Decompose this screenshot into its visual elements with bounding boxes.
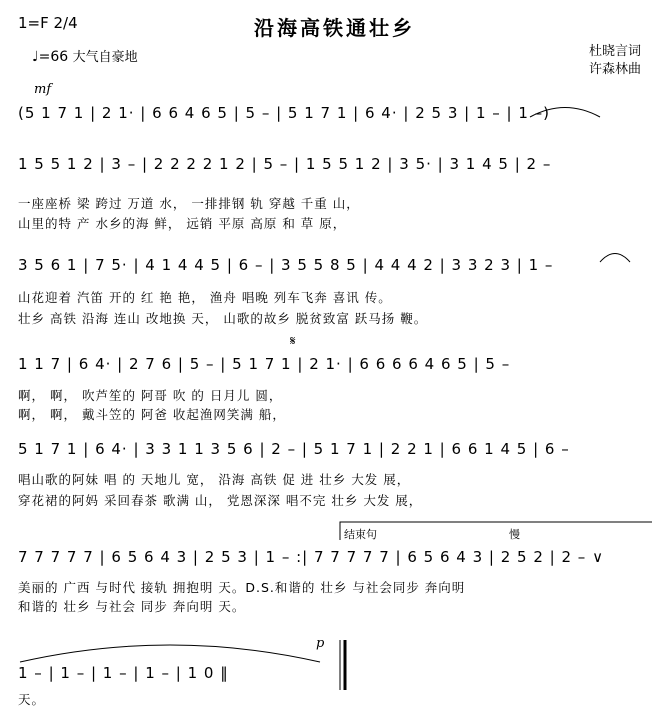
lyric-row-4-verse-1: 啊， 啊， 吹芦笙的 阿哥 吹 的 日月儿 圆， — [18, 388, 283, 403]
song-title: 沿海高铁通壮乡 — [254, 16, 415, 40]
lyric-row-3-verse-1: 山花迎着 汽笛 开的 红 艳 艳， 渔舟 唱晚 列车飞奔 喜讯 传。 — [18, 290, 392, 305]
dynamic-p: p — [316, 636, 325, 651]
lyric-row-2-verse-2: 山里的特 产 水乡的海 鲜， 远销 平原 高原 和 草 原， — [18, 216, 347, 231]
key-signature: 1=F 2/4 — [18, 14, 78, 32]
lyric-row-4-verse-2: 啊， 啊， 戴斗笠的 阿爸 收起渔网笑满 船， — [18, 407, 286, 422]
tempo-value: ♩=66 — [32, 49, 69, 65]
notation-row-3: 3 5 6 1 | 7 5· | 4 1 4 4 5 | 6 – | 3 5 5 8 5 | 4 4 4 2 | 3 3 2 3 | 1 – — [18, 256, 554, 274]
notation-row-5: 5 1 7 1 | 6 4· | 3 3 1 1 3 5 6 | 2 – | 5 1 7 1 | 2 2 1 | 6 6 1 4 5 | 6 – — [18, 440, 570, 458]
notation-row-2: 1 5 5 1 2 | 3 – | 2 2 2 2 1 2 | 5 – | 1 5 5 1 2 | 3 5· | 3 1 4 5 | 2 – — [18, 155, 552, 173]
dynamic-mf: mf — [34, 82, 52, 97]
segno-sign: 𝄋 — [290, 334, 296, 349]
lyric-row-7: 天。 — [18, 692, 46, 707]
notation-row-1: (5 1 7 1 | 2 1· | 6 6 4 6 5 | 5 – | 5 1 7 1 | 6 4· | 2 5 3 | 1 – | 1 –) — [18, 104, 551, 122]
notation-row-4: 1 1 7 | 6 4· | 2 7 6 | 5 – | 5 1 7 1 | 2 1· | 6 6 6 6 4 6 5 | 5 – — [18, 355, 511, 373]
slow-marking: 慢 — [509, 528, 520, 541]
notation-row-7: 1 – | 1 – | 1 – | 1 – | 1 0 ‖ — [18, 664, 229, 682]
lyric-row-5-verse-2: 穿花裙的阿妈 采回春茶 歌满 山， 党恩深深 唱不完 壮乡 大发 展， — [18, 493, 423, 508]
lyric-row-3-verse-2: 壮乡 高铁 沿海 连山 改地换 天， 山歌的故乡 脱贫致富 跃马扬 鞭。 — [18, 311, 428, 326]
composer-credit: 许森林曲 — [588, 62, 641, 77]
expression-marking: 大气自豪地 — [72, 50, 138, 65]
lyricist-credit: 杜晓言词 — [588, 44, 641, 59]
lyric-row-6-verse-1: 美丽的 广西 与时代 接轨 拥抱明 天。D.S.和谐的 壮乡 与社会同步 奔向明 — [18, 580, 466, 595]
notation-row-6: 7 7 7 7 7 | 6 5 6 4 3 | 2 5 3 | 1 – :| 7 7 7 7 7 | 6 5 6 4 3 | 2 5 2 | 2 – ∨ — [18, 548, 605, 566]
lyric-row-6-verse-2: 和谐的 壮乡 与社会 同步 奔向明 天。 — [18, 599, 246, 614]
lyric-row-5-verse-1: 唱山歌的阿妹 唱 的 天地儿 宽， 沿海 高铁 促 进 壮乡 大发 展， — [18, 472, 411, 487]
ending-label: 结束句 — [344, 528, 377, 541]
lyric-row-2-verse-1: 一座座桥 梁 跨过 万道 水， 一排排钢 轨 穿越 千重 山， — [18, 196, 360, 211]
